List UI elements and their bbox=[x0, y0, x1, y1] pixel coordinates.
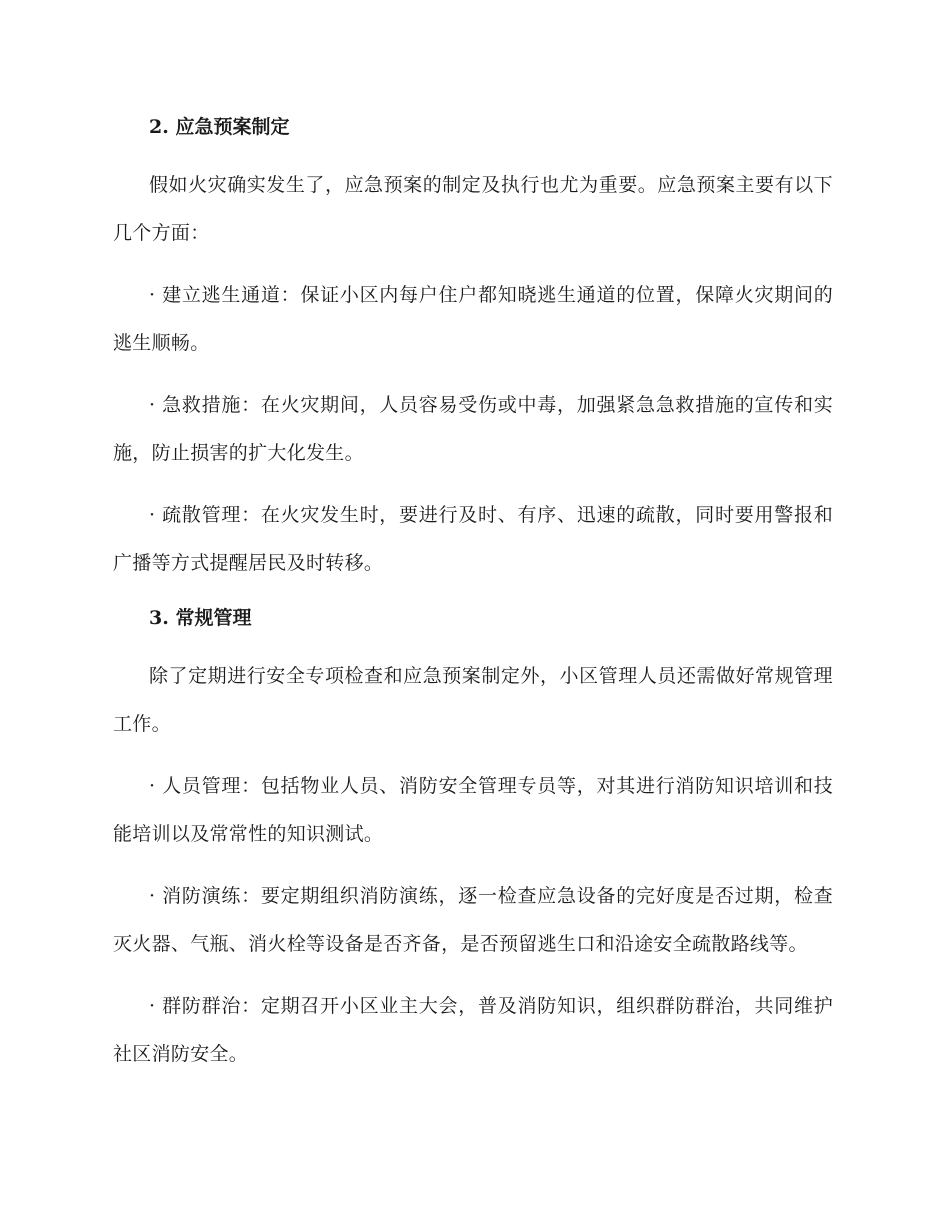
bullet-fire-drill: · 消防演练：要定期组织消防演练，逐一检查应急设备的完好度是否过期，检查灭火器、气瓶、消火栓等设备是否齐备，是否预留逃生口和沿途安全疏散路线等。 bbox=[113, 885, 833, 955]
bullet-first-aid: · 急救措施：在火灾期间，人员容易受伤或中毒，加强紧急急救措施的宣传和实施，防止损害的扩大化发生。 bbox=[113, 394, 833, 464]
bullet-community-prevention: · 群防群治：定期召开小区业主大会，普及消防知识，组织群防群治，共同维护社区消防安全。 bbox=[113, 995, 833, 1065]
bullet-evacuation: · 疏散管理：在火灾发生时，要进行及时、有序、迅速的疏散，同时要用警报和广播等方式提醒居民及时转移。 bbox=[113, 504, 833, 574]
document-page bbox=[113, 110, 833, 1092]
bullet-personnel-management: · 人员管理：包括物业人员、消防安全管理专员等，对其进行消防知识培训和技能培训以及常常性的知识测试。 bbox=[113, 775, 833, 845]
section-heading-emergency-plan: 2. 应急预案制定 bbox=[149, 116, 290, 138]
bullet-escape-route: · 建立逃生通道：保证小区内每户住户都知晓逃生通道的位置，保障火灾期间的逃生顺畅。 bbox=[113, 284, 833, 354]
section-heading-routine-management: 3. 常规管理 bbox=[149, 607, 252, 629]
paragraph-emergency-intro: 假如火灾确实发生了，应急预案的制定及执行也尤为重要。应急预案主要有以下几个方面： bbox=[113, 174, 833, 244]
paragraph-routine-intro: 除了定期进行安全专项检查和应急预案制定外，小区管理人员还需做好常规管理工作。 bbox=[113, 665, 833, 735]
